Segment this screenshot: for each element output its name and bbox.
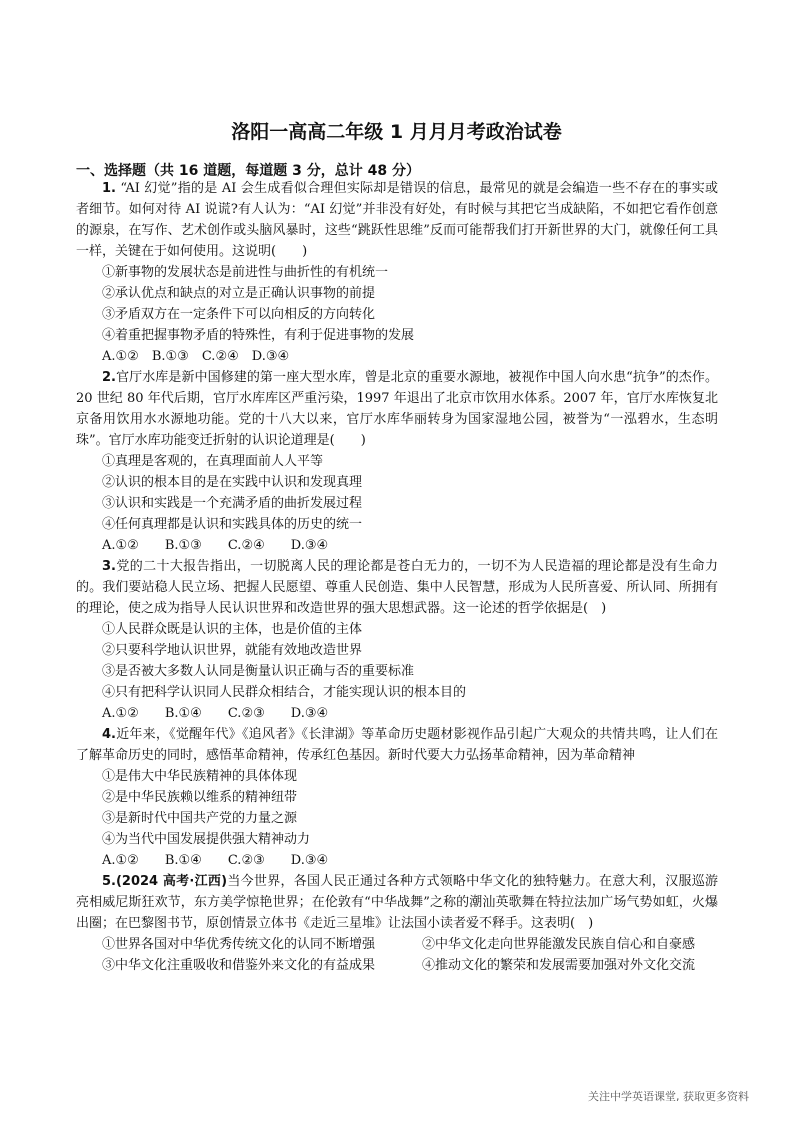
question-2-option-2: ②认识的根本目的是在实践中认识和发现真理 xyxy=(102,475,363,490)
question-text: 官厅水库是新中国修建的第一座大型水库，曾是北京的重要水源地，被视作中国人向水患“抗争”的杰作。20 世纪 80 年代后期，官厅水库库区严重污染，1997 年退出了北京市饮用水体系。2007 年，官厅水库恢复北京备用饮用水水源地功能。党的十八大以来，官厅水库华丽转身为国家湿地公园，被誉为“一泓碧水，生态明珠”。官厅水库功能变迁折射的认识论道理是( ) xyxy=(76,370,718,448)
question-text: 党的二十大报告指出，一切脱离人民的理论都是苍白无力的，一切不为人民造福的理论都是没有生命力的。我们要站稳人民立场、把握人民愿望、尊重人民创造、集中人民智慧，形成为人民所喜爱、所认同、所拥有的理论，使之成为指导人民认识世界和改造世界的强大思想武器。这一论述的哲学依据是( ) xyxy=(76,559,718,616)
question-4-option-2: ②是中华民族赖以维系的精神纽带 xyxy=(102,790,298,805)
question-number: 4. xyxy=(102,727,116,742)
question-4-option-1: ①是伟大中华民族精神的具体体现 xyxy=(102,769,298,784)
question-4-choices: A.①② B.①④ C.②③ D.③④ xyxy=(102,853,329,868)
question-3-stem xyxy=(76,556,718,619)
question-1-option-2: ②承认优点和缺点的对立是正确认识事物的前提 xyxy=(102,286,376,301)
question-4-option-4: ④为当代中国发展提供强大精神动力 xyxy=(102,832,311,847)
question-5-option-2: ②中华文化走向世界能激发民族自信心和自豪感 xyxy=(422,937,696,952)
question-5-option-4: ④推动文化的繁荣和发展需要加强对外文化交流 xyxy=(422,958,696,973)
question-5-options-row-2 xyxy=(76,955,718,976)
question-4-option-3: ③是新时代中国共产党的力量之源 xyxy=(102,811,298,826)
question-source: (2024 高考·江西) xyxy=(115,874,228,889)
footer-note: 关注中学英语课堂, 获取更多资料 xyxy=(588,1090,749,1103)
question-5-stem xyxy=(76,871,718,934)
question-number: 2. xyxy=(102,370,116,385)
question-text: “AI 幻觉”指的是 AI 会生成看似合理但实际却是错误的信息，最常见的就是会编造一些不存在的事实或者细节。如何对待 AI 说谎?有人认为：“AI 幻觉”并非没有好处，有时候与其把它当成缺陷，不如把它看作创意的源泉，在写作、艺术创作或头脑风暴时，这些“跳跃性思维”反而可能帮我们打开新世界的大门，就像任何工具一样，关键在于如何使用。这说明( ) xyxy=(76,181,718,259)
question-number: 1. xyxy=(102,181,116,196)
question-3-choices: A.①② B.①④ C.②③ D.③④ xyxy=(102,706,329,721)
question-1-option-4: ④着重把握事物矛盾的特殊性，有利于促进事物的发展 xyxy=(102,328,415,343)
page-title: 洛阳一高高二年级 1 月月月考政治试卷 xyxy=(231,121,562,143)
question-4-stem xyxy=(76,724,718,766)
question-number: 5. xyxy=(102,874,116,889)
question-list xyxy=(76,178,718,976)
question-3-option-4: ④只有把科学认识同人民群众相结合，才能实现认识的根本目的 xyxy=(102,685,467,700)
question-number: 3. xyxy=(102,559,116,574)
question-2-option-4: ④任何真理都是认识和实践具体的历史的统一 xyxy=(102,517,363,532)
question-2-option-1: ①真理是客观的，在真理面前人人平等 xyxy=(102,454,324,469)
question-2-choices: A.①② B.①③ C.②④ D.③④ xyxy=(102,538,329,553)
question-1-option-1: ①新事物的发展状态是前进性与曲折性的有机统一 xyxy=(102,265,389,280)
section-heading: 一、选择题（共 16 道题，每道题 3 分，总计 48 分） xyxy=(76,163,420,179)
question-text: 当今世界，各国人民正通过各种方式领略中华文化的独特魅力。在意大利，汉服巡游亮相威尼斯狂欢节，东方美学惊艳世界；在伦敦有“中华战舞”之称的潮汕英歌舞在特拉法加广场气势如虹，火爆出圈；在巴黎图书节，原创情景立体书《走近三星堆》让法国小读者爱不释手。这表明( ) xyxy=(76,874,718,931)
question-text: 近年来，《觉醒年代》《追风者》《长津湖》等革命历史题材影视作品引起广大观众的共情共鸣，让人们在了解革命历史的同时，感悟革命精神，传承红色基因。新时代要大力弘扬革命精神，因为革命精神 xyxy=(76,727,718,763)
question-3-option-1: ①人民群众既是认识的主体，也是价值的主体 xyxy=(102,622,363,637)
question-5-option-1: ①世界各国对中华优秀传统文化的认同不断增强 xyxy=(102,937,376,952)
question-5-options-row-1 xyxy=(76,934,718,955)
question-1-option-3: ③矛盾双方在一定条件下可以向相反的方向转化 xyxy=(102,307,376,322)
question-1-choices: A.①② B.①③ C.②④ D.③④ xyxy=(102,349,290,364)
question-2-option-3: ③认识和实践是一个充满矛盾的曲折发展过程 xyxy=(102,496,363,511)
question-3-option-3: ③是否被大多数人认同是衡量认识正确与否的重要标准 xyxy=(102,664,415,679)
question-1-stem xyxy=(76,178,718,262)
question-3-option-2: ②只要科学地认识世界，就能有效地改造世界 xyxy=(102,643,363,658)
question-2-stem xyxy=(76,367,718,451)
question-5-option-3: ③中华文化注重吸收和借鉴外来文化的有益成果 xyxy=(102,958,376,973)
